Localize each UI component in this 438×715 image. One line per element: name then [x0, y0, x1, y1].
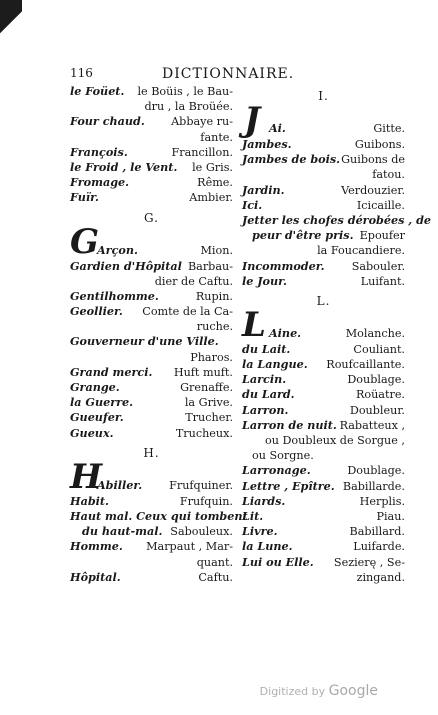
entry-term: Gueufer. — [70, 410, 124, 425]
entry-term: Gentilhomme. — [70, 288, 159, 303]
entry-term: Haut mal. Ceux qui tombent — [70, 508, 248, 523]
digitized-label: Digitized by — [259, 685, 326, 698]
entry-line — [70, 524, 233, 539]
entry-continuation: Pharos. — [190, 350, 233, 364]
drop-cap-letter: L — [242, 304, 266, 345]
entry-term: du haut-mal. — [82, 524, 163, 539]
drop-cap-letter: H — [70, 456, 103, 497]
entry-line — [242, 403, 405, 418]
entry-continuation: quant. — [196, 555, 233, 569]
entry-line — [70, 84, 233, 99]
entry-line — [242, 183, 405, 198]
entry-definition: Molanche. — [345, 326, 405, 340]
entry-line — [70, 304, 233, 319]
entry-term: la Langue. — [242, 357, 308, 372]
entry-term: Incommoder. — [242, 258, 325, 273]
entry-continuation: la Foucandiere. — [317, 244, 405, 258]
entry-definition: Trucheux. — [175, 426, 233, 440]
entry-term: François. — [70, 144, 128, 159]
entry-line — [242, 463, 405, 478]
entry-term: peur d'être pris. — [252, 228, 354, 243]
entry-term: Aine. — [269, 325, 302, 340]
drop-cap-letter: G — [70, 221, 100, 262]
entry-line — [242, 357, 405, 372]
entry-term: Ai. — [269, 121, 286, 135]
entry-term: Geollier. — [70, 304, 123, 319]
section-heading-i: I. — [318, 89, 329, 103]
entry-line — [70, 395, 233, 410]
entry-term: du Lait. — [242, 341, 291, 356]
entry-definition: Doubleur. — [349, 403, 405, 417]
entry-line — [70, 160, 233, 175]
entry-term: Ici. — [242, 197, 263, 212]
entry-line — [70, 508, 248, 524]
entry-continuation: zingand. — [356, 570, 405, 584]
section-heading-h: H. — [143, 445, 160, 460]
entry-line — [242, 259, 405, 274]
entry-term: Fuïr. — [70, 190, 99, 205]
entry-definition: Grenaffe. — [180, 381, 233, 394]
entry-term: Gouverneur d'une Ville. — [70, 334, 219, 349]
entry-term: le Foüet. — [70, 84, 125, 98]
entry-definition: Roufcaillante. — [326, 358, 405, 372]
entry-definition: Ambier. — [189, 191, 233, 205]
entry-line — [242, 198, 405, 213]
entry-definition: Frufquin. — [179, 494, 233, 508]
entry-definition: Verdouzier. — [341, 183, 405, 197]
entry-definition: Piau. — [376, 509, 405, 523]
entry-line — [242, 152, 405, 167]
entry-line — [242, 479, 405, 494]
entry-line — [70, 289, 233, 304]
corner-shadow — [0, 0, 22, 38]
entry-continuation: dru , la Broüée. — [144, 100, 233, 114]
entry-definition: Caftu. — [198, 570, 233, 584]
drop-cap-letter: J — [244, 100, 261, 140]
entry-term: Gueux. — [70, 425, 114, 440]
entry-line — [70, 380, 233, 395]
entry-continuation: dier de Caftu. — [154, 274, 233, 288]
entry-term: Larronage. — [242, 463, 311, 478]
entry-definition: le Boüis , le Bau- — [137, 85, 233, 98]
entry-definition: Gitte. — [373, 122, 405, 135]
entry-term: Abiller. — [97, 477, 143, 492]
google-logo: Google — [328, 683, 378, 699]
section-heading-l: L. — [316, 293, 331, 308]
left-column — [70, 84, 248, 585]
entry-line — [242, 342, 405, 357]
entry-line — [242, 228, 405, 243]
entry-continuation: fatou. — [372, 168, 405, 182]
entry-definition: Frufquiner. — [169, 478, 233, 492]
entry-definition: Epoufer — [359, 229, 405, 243]
entry-continuation: ou Doubleux de Sorgue , — [264, 434, 405, 447]
entry-definition: Babillarde. — [342, 479, 405, 493]
entry-term: Lettre , Epître. — [242, 478, 335, 493]
entry-line — [70, 410, 233, 425]
entry-line — [70, 494, 233, 509]
entry-term: Habit. — [70, 493, 109, 508]
entry-definition: Luifant. — [360, 274, 405, 288]
entry-line — [242, 494, 405, 509]
entry-term: le Jour. — [242, 273, 287, 288]
entry-term: Gardien d'Hôpital — [70, 258, 182, 273]
entry-term: du Lard. — [242, 387, 295, 402]
digitized-watermark — [0, 683, 438, 699]
entry-definition: Guibons de — [341, 153, 405, 167]
entry-line — [242, 539, 405, 554]
entry-line — [70, 114, 233, 129]
entry-definition: Guibons. — [354, 138, 405, 151]
drop-cap-entry — [70, 456, 233, 497]
entry-definition: Babillard. — [349, 525, 405, 539]
entry-line — [242, 212, 432, 228]
entry-term: Larron de nuit. — [242, 417, 337, 432]
entry-term: Grand merci. — [70, 364, 153, 379]
entry-line — [242, 418, 405, 433]
running-header — [70, 66, 400, 84]
entry-term: Jambes. — [242, 137, 292, 151]
entry-definition: Roüatre. — [355, 388, 405, 402]
entry-term: Jetter les chofes dérobées , de — [242, 212, 432, 227]
entry-definition: Francillon. — [171, 145, 233, 159]
entry-term: Lit. — [242, 508, 264, 523]
entry-definition: Couliant. — [353, 342, 405, 356]
entry-line — [70, 175, 233, 190]
section-heading-g: G. — [144, 210, 159, 225]
entry-line — [70, 539, 233, 554]
entry-definition: Sezierę , Se- — [333, 555, 405, 569]
entry-definition: Icicaille. — [356, 198, 405, 212]
entry-definition: Sabouler. — [351, 259, 405, 273]
entry-definition: Luifarde. — [353, 540, 405, 554]
entry-term: la Guerre. — [70, 395, 134, 410]
entry-definition: Rême. — [197, 176, 233, 190]
drop-cap-entry — [242, 304, 405, 345]
entry-term: Grange. — [70, 380, 120, 394]
entry-definition: Rupin. — [195, 289, 233, 303]
right-column — [242, 84, 432, 585]
entry-definition: Trucher. — [185, 411, 233, 425]
entry-line — [242, 387, 405, 402]
entry-definition: Huft muft. — [173, 365, 233, 379]
entry-term: Larcin. — [242, 372, 287, 387]
entry-definition: Abbaye ru- — [171, 115, 233, 129]
entry-line — [70, 570, 233, 585]
entry-definition: Barbau- — [187, 259, 233, 273]
drop-cap-entry — [242, 100, 405, 140]
entry-line — [70, 145, 233, 160]
entry-continuation: ou Sorgne. — [252, 449, 314, 463]
entry-term: Jambes de bois. — [242, 152, 341, 167]
entry-line — [242, 524, 405, 539]
entry-continuation: ruche. — [196, 320, 233, 334]
entry-term: Hôpital. — [70, 569, 121, 584]
entry-line — [242, 372, 405, 387]
entry-definition: Mion. — [200, 243, 233, 257]
entry-definition: Herplis. — [359, 494, 405, 508]
entry-term: le Froid , le Vent. — [70, 159, 178, 174]
drop-cap-entry — [70, 221, 233, 262]
entry-definition: Doublage. — [347, 373, 405, 387]
entry-line — [70, 190, 233, 205]
entry-continuation: fante. — [200, 130, 233, 144]
entry-definition: Rabatteux , — [339, 418, 405, 432]
entry-line — [70, 334, 233, 349]
entry-term: Larron. — [242, 402, 289, 417]
entry-definition: Doublage. — [347, 464, 405, 478]
page-title: DICTIONNAIRE. — [162, 66, 295, 82]
entry-line — [70, 426, 233, 441]
entry-term: Four chaud. — [70, 114, 145, 129]
entry-term: Livre. — [242, 524, 278, 539]
entry-definition: Marpaut , Mar- — [146, 540, 233, 554]
entry-term: Arçon. — [97, 242, 138, 257]
entry-definition: Comte de la Ca- — [142, 305, 233, 319]
entry-definition: Sabouleux. — [170, 525, 233, 539]
page-number: 116 — [70, 66, 93, 80]
entry-term: Homme. — [70, 539, 123, 554]
entry-definition: la Grive. — [184, 396, 233, 410]
entry-line — [70, 365, 233, 380]
entry-line — [242, 274, 405, 289]
entry-term: Liards. — [242, 493, 286, 508]
entry-term: Fromage. — [70, 175, 130, 190]
entry-line — [70, 259, 233, 274]
entry-term: la Lune. — [242, 539, 293, 554]
entry-line — [242, 509, 405, 524]
entry-definition: le Gris. — [192, 160, 233, 174]
entry-term: Lui ou Elle. — [242, 554, 314, 569]
entry-line — [242, 137, 405, 152]
entry-line — [242, 555, 405, 570]
entry-term: Jardin. — [242, 182, 285, 197]
